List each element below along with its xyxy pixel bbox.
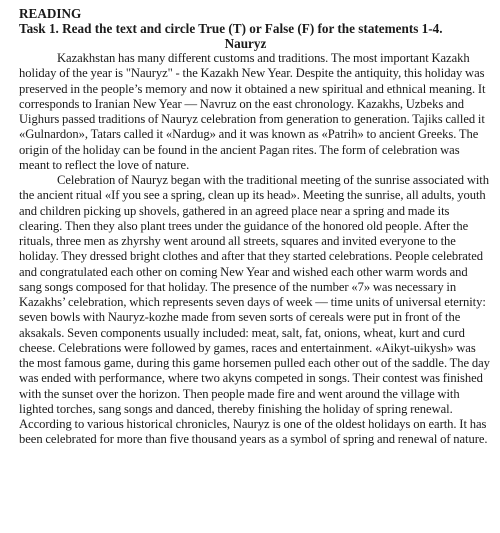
section-heading: READING — [19, 6, 82, 21]
task-instruction: Task 1. Read the text and circle True (T) or False (F) for the statements 1-4. — [19, 21, 443, 36]
paragraph-1: Kazakhstan has many different customs and traditions. The most important Kazakh holiday of the year is "Nauryz" - the Kazakh New Year. Despite the antiquity, this holiday was preserved in the people’s memory and now it obtained a new spiritual and ethnical meaning. It corresponds to Iranian New Year — Navruz on the east chronology. Kazakhs, Uzbeks and Uighurs passed traditions of Nauryz celebration from generation to generation. Tajiks called it «Gulnardon», Tatars called it «Nardug» and it was known as «Patrih» to ancient Greeks. The origin of the holiday can be found in the ancient Pagan rites. The form of celebration was meant to reflect the love of nature. — [19, 51, 486, 172]
paragraph-2: Celebration of Nauryz began with the traditional meeting of the sunrise associated with the ancient ritual «If you see a spring, clean up its head». Meeting the sunrise, all adults, youth and children picking up shovels, gathered in an agreed place near a spring and made its clearing. Then they also plant trees under the guidance of the honored old people. After the rituals, three men as zhyrshy went around all streets, squares and invited everyone to the holiday. They dressed bright clothes and after that they started celebrations. People celebrated and congratulated each other on coming New Year and wished each other warm words and sang songs composed for that holiday. The presence of the number «7» was necessary in Kazakhs’ celebration, which represents seven days of week — time units of universal eternity: seven bowls with Nauryz-kozhe made from seven sorts of cereals were put in front of the aksakals. Seven components usually included: meat, salt, fat, onions, wheat, kurt and curd cheese. Celebrations were followed by games, races and entertainment. «Aikyt-uikysh» was the most famous game, during this game horsemen pulled each other out of the saddle. The day was ended with performance, where two akyns competed in songs. Their contest was finished with the sunset over the horizon. Then people made fire and went around the village with lighted torches, sang songs and danced, thereby finishing the holiday of spring renewal. According to various historical chronicles, Nauryz is one of the oldest holidays on earth. It has been celebrated for more than five thousand years as a symbol of spring and renewal of nature. — [19, 173, 490, 447]
text-title: Nauryz — [224, 36, 267, 51]
